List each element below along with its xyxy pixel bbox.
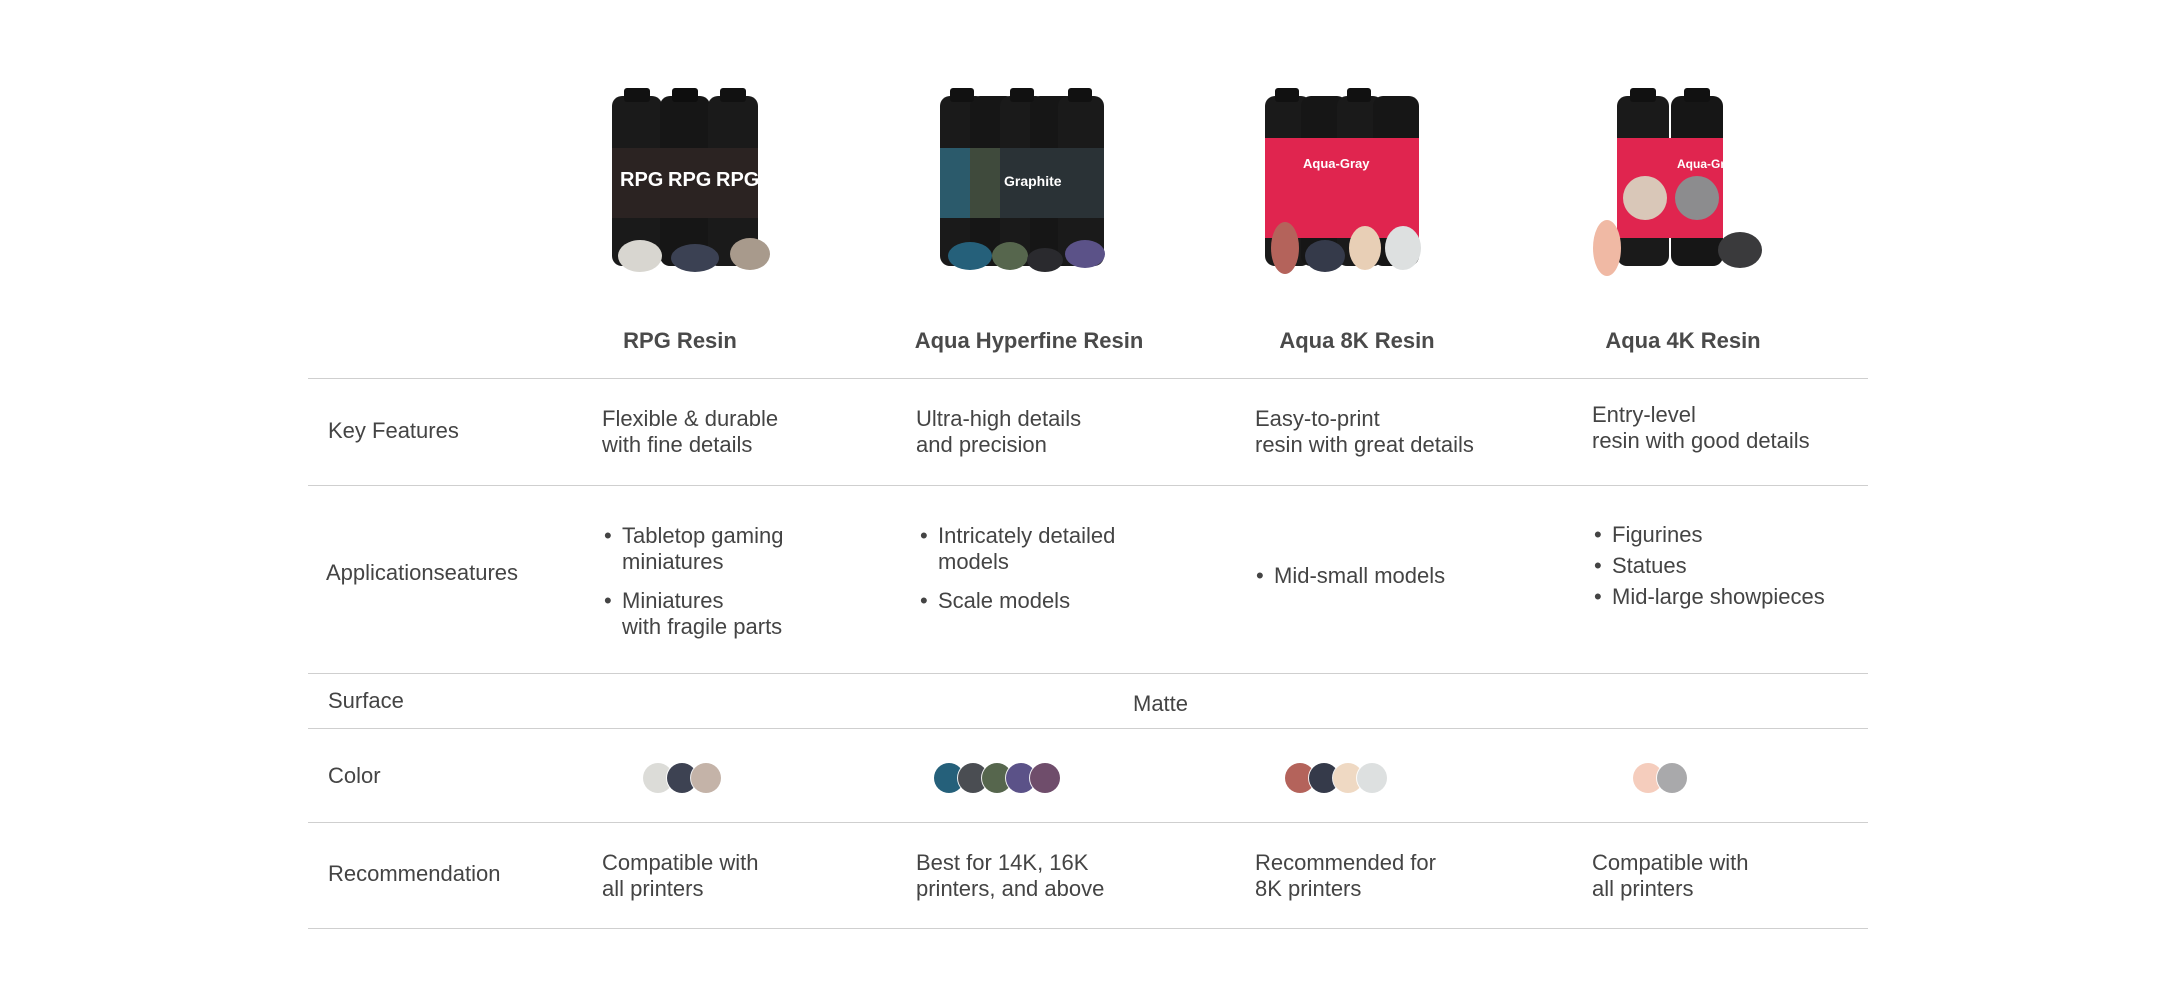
list-item: • Scale models (918, 588, 1115, 614)
key-features-aqua-4k: Entry-level resin with good details (1592, 402, 1810, 453)
key-features-aqua-8k: Easy-to-print resin with great details (1255, 406, 1474, 457)
applications-aqua-8k (1254, 563, 1445, 589)
svg-text:RPG: RPG (620, 169, 664, 191)
svg-text:RPG: RPG (668, 169, 712, 191)
product-name-aqua-hyperfine: Aqua Hyperfine Resin (914, 328, 1144, 353)
color-swatch (1357, 763, 1387, 793)
list-item: • Intricately detailed models (918, 523, 1115, 575)
recommendation-aqua-hyperfine: Best for 14K, 16K printers, and above (916, 850, 1105, 901)
list-item: • Figurines (1592, 522, 1825, 548)
product-name-aqua-4k: Aqua 4K Resin (1605, 328, 1761, 353)
row-label-color: Color (328, 763, 381, 788)
color-swatches-aqua-4k (1633, 763, 1687, 793)
row-label-surface: Surface (328, 688, 404, 713)
divider (308, 928, 1868, 929)
row-label-key-features: Key Features (328, 418, 459, 443)
product-name-aqua-8k: Aqua 8K Resin (1279, 328, 1435, 353)
product-image-rpg (600, 88, 800, 278)
list-item: • Tabletop gaming miniatures (602, 523, 783, 575)
resin-bottles-icon (600, 88, 800, 278)
key-features-rpg: Flexible & durable with fine details (602, 406, 779, 457)
applications-rpg (602, 523, 783, 640)
applications-aqua-hyperfine (918, 523, 1115, 614)
recommendation-aqua-8k: Recommended for 8K printers (1255, 850, 1436, 901)
list-item: • Mid-small models (1254, 563, 1445, 589)
list-item: • Mid-large showpieces (1592, 584, 1825, 610)
surface-value: Matte (1133, 691, 1189, 716)
row-label-applications: Applicationseatures (326, 560, 519, 585)
color-swatches-aqua-hyperfine (934, 763, 1060, 793)
row-label-recommendation: Recommendation (328, 861, 501, 886)
svg-text:RPG: RPG (716, 169, 760, 191)
list-item: • Statues (1592, 553, 1825, 579)
color-swatch (691, 763, 721, 793)
svg-text:Aqua-Gray: Aqua-Gray (1677, 157, 1739, 171)
applications-aqua-4k (1592, 522, 1825, 610)
resin-bottles-icon (930, 88, 1130, 278)
color-swatches-rpg (643, 763, 721, 793)
product-image-aqua-8k (1255, 88, 1455, 278)
color-swatch (1657, 763, 1687, 793)
key-features-aqua-hyperfine: Ultra-high details and precision (916, 406, 1082, 457)
divider (308, 378, 1868, 379)
resin-bottles-icon (1255, 88, 1455, 278)
resin-bottles-icon (1585, 88, 1785, 278)
divider (308, 485, 1868, 486)
product-image-aqua-hyperfine (930, 88, 1130, 278)
color-swatches-aqua-8k (1285, 763, 1387, 793)
product-name-rpg: RPG Resin (623, 328, 737, 353)
list-item: • Miniatures with fragile parts (602, 588, 783, 640)
color-swatch (1030, 763, 1060, 793)
recommendation-rpg: Compatible with all printers (602, 850, 759, 901)
svg-text:Aqua-Gray: Aqua-Gray (1303, 156, 1370, 171)
divider (308, 822, 1868, 823)
divider (308, 673, 1868, 674)
product-image-aqua-4k (1585, 88, 1785, 278)
svg-text:Graphite: Graphite (1004, 173, 1062, 189)
recommendation-aqua-4k: Compatible with all printers (1592, 850, 1749, 901)
divider (308, 728, 1868, 729)
